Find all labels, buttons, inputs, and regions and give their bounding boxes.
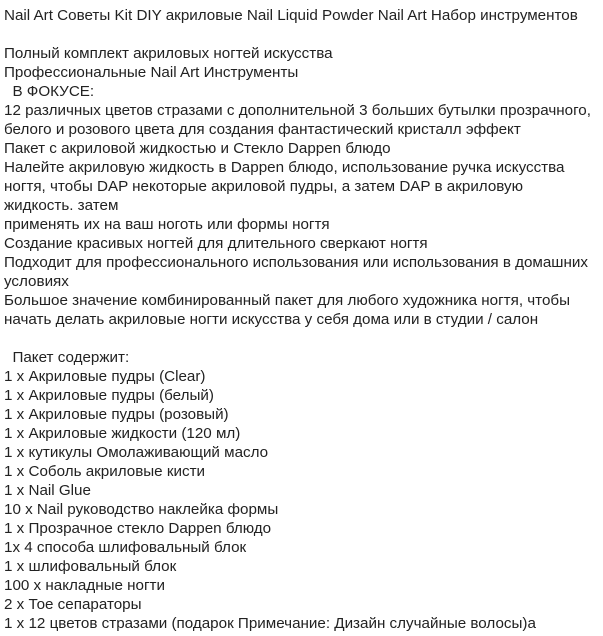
- spacer: [4, 329, 600, 348]
- package-item: 1 х Акриловые жидкости (120 мл): [4, 425, 241, 442]
- intro-line: жидкость. затем: [4, 197, 119, 214]
- intro-line: Полный комплект акриловых ногтей искусства: [4, 45, 333, 62]
- package-item: 10 х Nail руководство наклейка формы: [4, 501, 279, 518]
- intro-line: Подходит для профессионального использования или использования в домашних: [4, 254, 588, 271]
- package-item: 1 х Nail Glue: [4, 482, 91, 499]
- intro-section: [4, 44, 600, 329]
- intro-line: Большое значение комбинированный пакет для любого художника ногтя, чтобы: [4, 292, 571, 309]
- package-item: 1 х 12 цветов стразами (подарок Примечание: Дизайн случайные волосы)а: [4, 615, 536, 632]
- intro-line: Пакет с акриловой жидкостью и Стекло Dappen блюдо: [4, 140, 391, 157]
- intro-line: В ФОКУСЕ:: [4, 83, 95, 100]
- product-description: [4, 6, 600, 633]
- package-item: 100 х накладные ногти: [4, 577, 165, 594]
- product-title: Nail Art Советы Kit DIY акриловые Nail Liquid Powder Nail Art Набор инструментов: [4, 7, 578, 24]
- spacer: [4, 25, 600, 44]
- package-item: 2 х Тое сепараторы: [4, 596, 142, 613]
- intro-line: Создание красивых ногтей для длительного сверкают ногтя: [4, 235, 428, 252]
- package-item: 1 х Акриловые пудры (Clear): [4, 368, 206, 385]
- intro-line: ногтя, чтобы DAP некоторые акриловой пудры, а затем DAP в акриловую: [4, 178, 524, 195]
- package-item: 1 х кутикулы Омолаживающий масло: [4, 444, 269, 461]
- intro-line: Профессиональные Nail Art Инструменты: [4, 64, 299, 81]
- intro-line: применять их на ваш ноготь или формы ногтя: [4, 216, 330, 233]
- package-item: 1х 4 способа шлифовальный блок: [4, 539, 247, 556]
- package-item: 1 х Прозрачное стекло Dappen блюдо: [4, 520, 272, 537]
- package-item: 1 х Соболь акриловые кисти: [4, 463, 206, 480]
- package-heading: Пакет содержит:: [4, 349, 130, 366]
- package-item: 1 х шлифовальный блок: [4, 558, 177, 575]
- package-item: 1 х Акриловые пудры (белый): [4, 387, 214, 404]
- package-section: [4, 348, 600, 633]
- package-item: 1 х Акриловые пудры (розовый): [4, 406, 229, 423]
- intro-line: условиях: [4, 273, 69, 290]
- intro-line: белого и розового цвета для создания фантастический кристалл эффект: [4, 121, 521, 138]
- intro-line: начать делать акриловые ногти искусства у себя дома или в студии / салон: [4, 311, 539, 328]
- intro-line: 12 различных цветов стразами с дополнительной 3 больших бутылки прозрачного,: [4, 102, 591, 119]
- intro-line: Налейте акриловую жидкость в Dappen блюдо, использование ручка искусства: [4, 159, 565, 176]
